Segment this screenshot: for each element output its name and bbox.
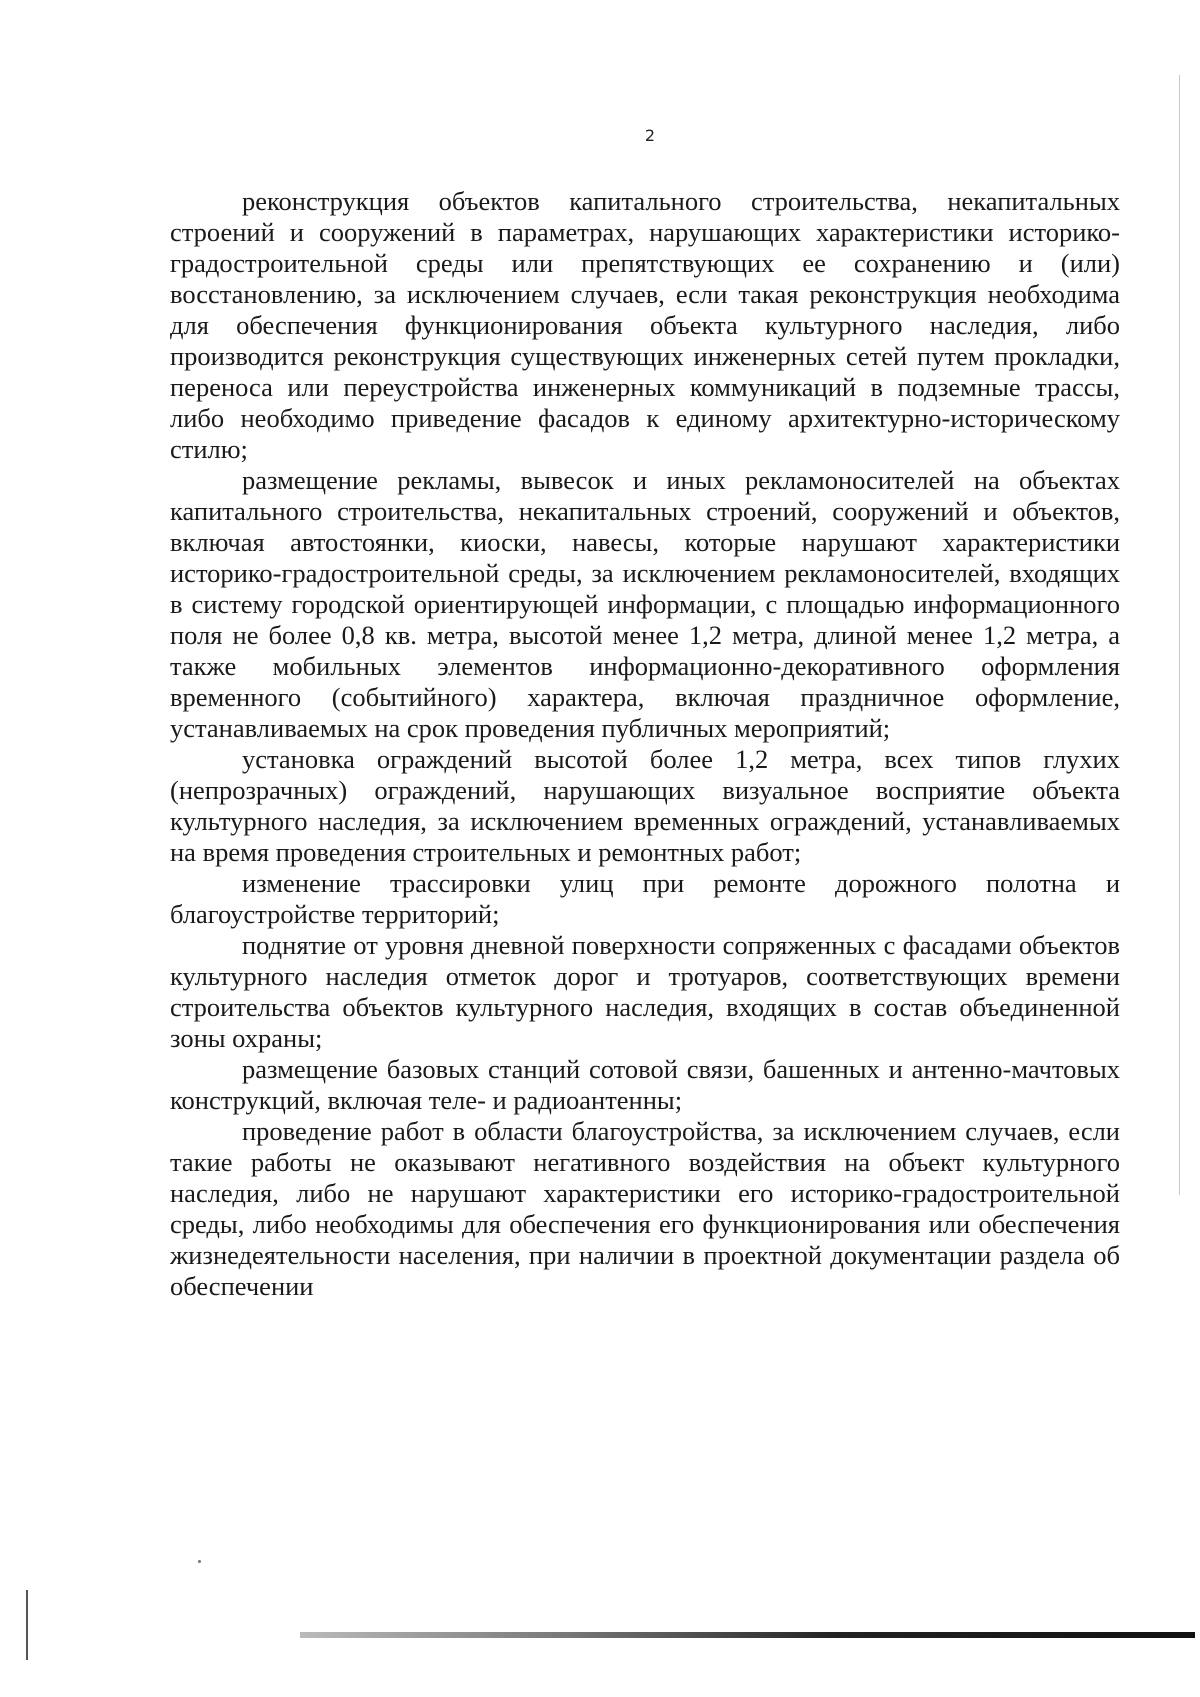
paragraph-fences: установка ограждений высотой более 1,2 метра, всех типов глухих (непрозрачных) ограждений, нарушающих визуальное восприятие объекта культурного наследия, за исключением временных ограждений, устанавливаемых на время проведения строительных и ремонтных работ; [170, 744, 1120, 867]
document-body [170, 186, 1120, 1302]
paragraph-road-levels: поднятие от уровня дневной поверхности сопряженных с фасадами объектов культурного наследия отметок дорог и тротуаров, соответствующих времени строительства объектов культурного наследия, входящих в состав объединенной зоны охраны; [170, 930, 1120, 1053]
paragraph-landscaping: проведение работ в области благоустройства, за исключением случаев, если такие работы не оказывают негативного воздействия на объект культурного наследия, либо не нарушают характеристики его историко-градостроительной среды, либо необходимы для обеспечения его функционирования или обеспечения жизнедеятельности населения, при наличии в проектной документации раздела об обеспечении [170, 1116, 1120, 1301]
paragraph-advertising: размещение рекламы, вывесок и иных рекламоносителей на объектах капитального строительства, некапитальных строений, сооружений и объектов, включая автостоянки, киоски, навесы, которые нарушают характеристики историко-градостроительной среды, за исключением рекламоносителей, входящих в систему городской ориентирующей информации, с площадью информационного поля не более 0,8 кв. метра, высотой менее 1,2 метра, длиной менее 1,2 метра, а также мобильных элементов информационно-декоративного оформления временного (событийного) характера, включая праздничное оформление, устанавливаемых на срок проведения публичных мероприятий; [170, 465, 1120, 743]
page-number: 2 [644, 126, 656, 145]
scan-bottom-shadow [300, 1632, 1195, 1638]
scan-edge-mark [26, 1590, 28, 1660]
paragraph-street-tracing: изменение трассировки улиц при ремонте дорожного полотна и благоустройстве территорий; [170, 868, 1120, 929]
paragraph-reconstruction: реконструкция объектов капитального строительства, некапитальных строений и сооружений в параметрах, нарушающих характеристики историко-градостроительной среды или препятствующих ее сохранению и (или) восстановлению, за исключением случаев, если такая реконструкция необходима для обеспечения функционирования объекта культурного наследия, либо производится реконструкция существующих инженерных сетей путем прокладки, переноса или переустройства инженерных коммуникаций в подземные трассы, либо необходимо приведение фасадов к единому архитектурно-историческому стилю; [170, 186, 1120, 464]
scan-speck [198, 1560, 201, 1563]
paragraph-base-stations: размещение базовых станций сотовой связи, башенных и антенно-мачтовых конструкций, включая теле- и радиоантенны; [170, 1054, 1120, 1115]
scan-edge-line [1179, 75, 1180, 1195]
